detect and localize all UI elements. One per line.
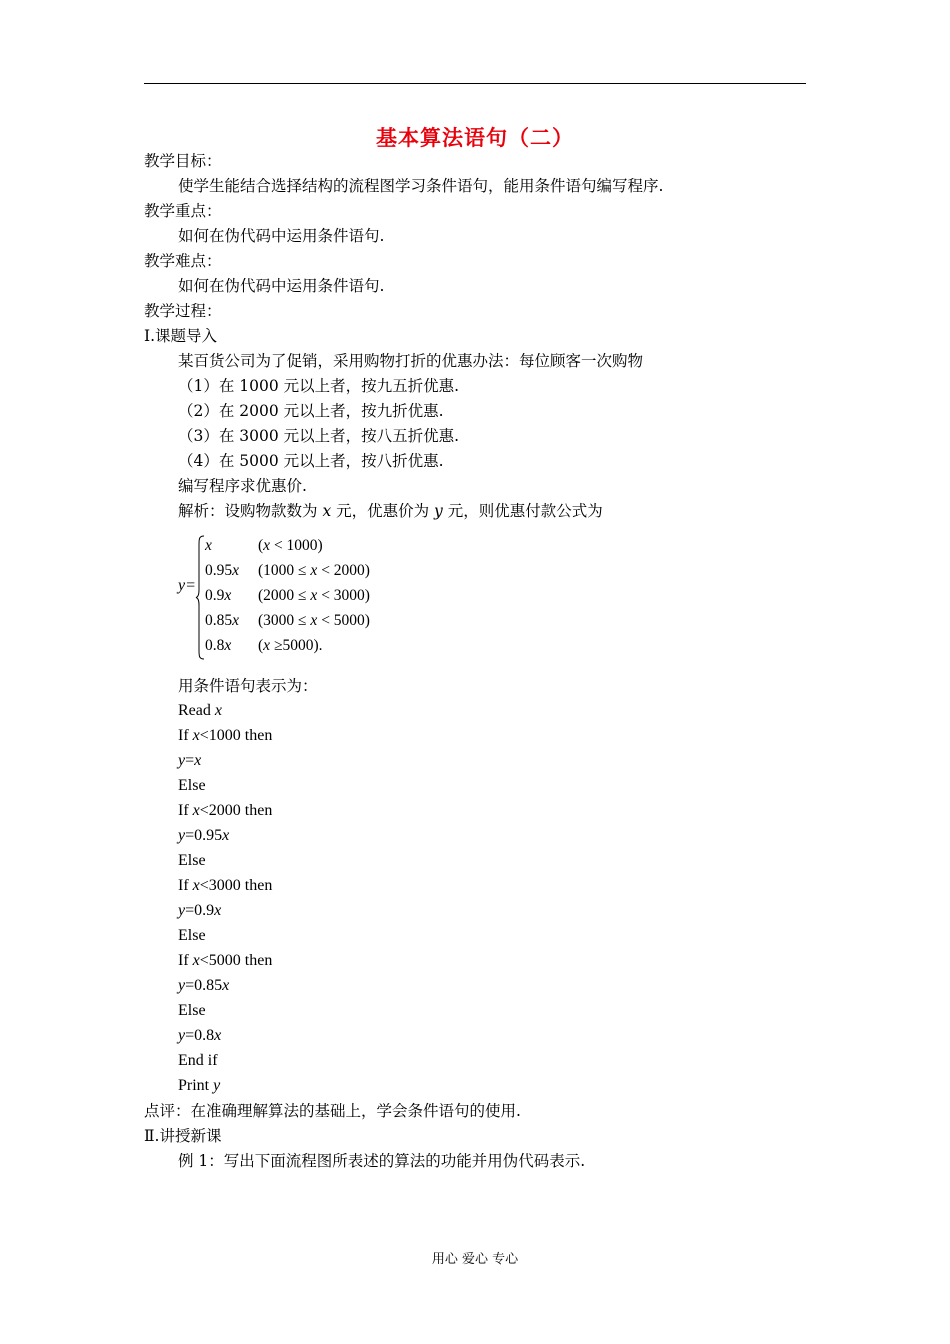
code-line: If x<3000 then bbox=[178, 877, 273, 894]
code-line: y=0.8x bbox=[178, 1027, 222, 1044]
page-footer: 用心 爱心 专心 bbox=[431, 1252, 519, 1267]
code-intro: 用条件语句表示为： bbox=[178, 677, 318, 695]
analysis-part: 元，优惠价为 bbox=[331, 502, 435, 520]
part2-heading: Ⅱ.讲授新课 bbox=[144, 1127, 222, 1145]
code-line: y=0.85x bbox=[178, 977, 230, 994]
left-brace-icon bbox=[195, 535, 205, 660]
process-label: 教学过程： bbox=[144, 302, 222, 320]
piecewise-formula bbox=[178, 535, 498, 660]
formula-value: 0.8x bbox=[205, 637, 232, 654]
code-line: Else bbox=[178, 927, 206, 944]
difficulty-text: 如何在伪代码中运用条件语句. bbox=[178, 277, 385, 295]
var-y: y bbox=[434, 502, 443, 520]
formula-value: 0.95x bbox=[205, 562, 240, 579]
code-line: If x<1000 then bbox=[178, 727, 273, 744]
code-line: Print y bbox=[178, 1077, 221, 1094]
rule-item: （3）在 3000 元以上者，按八五折优惠. bbox=[178, 427, 460, 445]
code-line: End if bbox=[178, 1052, 218, 1069]
analysis-part: 解析：设购物款数为 bbox=[178, 502, 323, 520]
code-line: y=0.9x bbox=[178, 902, 222, 919]
part1-task: 编写程序求优惠价. bbox=[178, 477, 307, 495]
code-line: y=0.95x bbox=[178, 827, 230, 844]
formula-condition: (3000 ≤ x < 5000) bbox=[258, 612, 370, 629]
key-text: 如何在伪代码中运用条件语句. bbox=[178, 227, 385, 245]
formula-condition: (1000 ≤ x < 2000) bbox=[258, 562, 370, 579]
code-line: If x<5000 then bbox=[178, 952, 273, 969]
code-line: If x<2000 then bbox=[178, 802, 273, 819]
key-label: 教学重点： bbox=[144, 202, 222, 220]
formula-value: x bbox=[205, 537, 212, 554]
rule-item: （4）在 5000 元以上者，按八折优惠. bbox=[178, 452, 444, 470]
code-line: Else bbox=[178, 777, 206, 794]
part1-intro: 某百货公司为了促销，采用购物打折的优惠办法：每位顾客一次购物 bbox=[178, 352, 644, 370]
comment-text: 点评：在准确理解算法的基础上，学会条件语句的使用. bbox=[144, 1102, 521, 1120]
analysis-text bbox=[178, 501, 603, 521]
formula-condition: (x ≥5000). bbox=[258, 637, 323, 654]
difficulty-label: 教学难点： bbox=[144, 252, 222, 270]
formula-condition: (x < 1000) bbox=[258, 537, 323, 554]
page-title: 基本算法语句（二） bbox=[376, 125, 574, 150]
formula-value: 0.85x bbox=[205, 612, 240, 629]
example-text: 例 1：写出下面流程图所表述的算法的功能并用伪代码表示. bbox=[178, 1152, 586, 1170]
formula-value: 0.9x bbox=[205, 587, 232, 604]
code-line: y=x bbox=[178, 752, 202, 769]
var-x: x bbox=[322, 502, 332, 520]
header-rule bbox=[144, 83, 806, 84]
goal-text: 使学生能结合选择结构的流程图学习条件语句，能用条件语句编写程序. bbox=[178, 177, 664, 195]
code-line: Else bbox=[178, 1002, 206, 1019]
goal-label: 教学目标： bbox=[144, 152, 222, 170]
rule-item: （2）在 2000 元以上者，按九折优惠. bbox=[178, 402, 444, 420]
formula-lhs bbox=[178, 577, 196, 595]
analysis-part: 元，则优惠付款公式为 bbox=[442, 502, 603, 520]
code-line: Read x bbox=[178, 702, 222, 719]
rule-item: （1）在 1000 元以上者，按九五折优惠. bbox=[178, 377, 460, 395]
part1-heading: Ⅰ.课题导入 bbox=[144, 327, 218, 345]
code-line: Else bbox=[178, 852, 206, 869]
formula-condition: (2000 ≤ x < 3000) bbox=[258, 587, 370, 604]
formula-lhs-text: y= bbox=[178, 577, 196, 594]
